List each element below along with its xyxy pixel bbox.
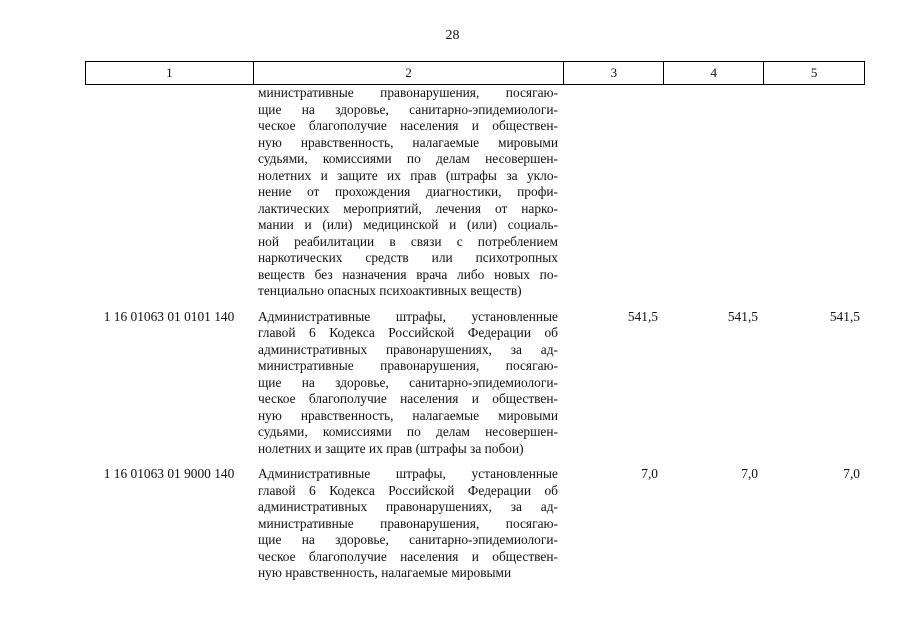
row-spacer <box>85 457 865 466</box>
description-line: административных правонарушениях, за ад- <box>258 341 558 357</box>
description-line: щие на здоровье, санитарно-эпидемиологи- <box>258 101 558 117</box>
description-line: Административные штрафы, установленные <box>258 308 558 324</box>
amount-cell-col-4 <box>664 85 764 300</box>
description-line: ную нравственность, налагаемые мировыми <box>258 565 512 580</box>
amount-cell-col-5: 7,0 <box>843 466 860 481</box>
description-line: щие на здоровье, санитарно-эпидемиологи- <box>258 532 558 547</box>
amount-cell-col-4: 541,5 <box>727 308 758 324</box>
description-line: нолетних и защите их прав (штрафы за укло- <box>258 167 558 183</box>
amount-cell-col-3: 541,5 <box>627 308 658 324</box>
description-cell <box>253 466 564 582</box>
page-number: 28 <box>445 28 460 43</box>
table-row <box>85 466 865 582</box>
description-line: лактических мероприятий, лечения от нарко- <box>258 200 558 216</box>
description-line: главой 6 Кодекса Российской Федерации об <box>258 482 558 498</box>
amount-cell-col-5: 541,5 <box>829 308 860 324</box>
description-line: министративные правонарушения, посягаю- <box>258 85 558 100</box>
revenue-code-cell <box>85 85 253 300</box>
description-line: ную нравственность, налагаемые мировыми <box>258 134 558 150</box>
column-header-2: 2 <box>254 62 565 84</box>
description-line: судьями, комиссиями по делам несовершен- <box>258 151 558 166</box>
description-line: судьями, комиссиями по делам несовершен- <box>258 424 558 439</box>
description-line: веществ без назначения врача либо новых по- <box>258 266 558 282</box>
description-line: нолетних и защите их прав (штрафы за побои) <box>258 440 524 456</box>
amount-cell-col-3 <box>564 85 664 300</box>
description-line: ческое благополучие населения и обществен- <box>258 391 558 406</box>
description-line: наркотических средств или психотропных <box>258 250 558 265</box>
description-line: нение от прохождения диагностики, профи- <box>258 184 558 199</box>
description-line: главой 6 Кодекса Российской Федерации об <box>258 325 558 340</box>
description-cell <box>253 85 564 300</box>
description-line: министративные правонарушения, посягаю- <box>258 358 558 373</box>
revenue-code-cell: 1 16 01063 01 9000 140 <box>103 466 235 481</box>
revenue-code-cell: 1 16 01063 01 0101 140 <box>103 308 235 324</box>
description-line: министративные правонарушения, посягаю- <box>258 515 558 531</box>
table-header-row <box>85 61 865 85</box>
description-line: щие на здоровье, санитарно-эпидемиологи- <box>258 374 558 390</box>
description-line: ческое благополучие населения и обществен- <box>258 118 558 133</box>
description-line: ческое благополучие населения и обществен- <box>258 548 558 564</box>
column-header-3: 3 <box>564 62 664 84</box>
budget-table <box>85 61 865 582</box>
amount-cell-col-4: 7,0 <box>741 466 758 481</box>
column-header-5: 5 <box>764 62 865 84</box>
description-line: административных правонарушениях, за ад- <box>258 499 558 514</box>
table-body <box>85 85 865 582</box>
table-row <box>85 85 865 300</box>
description-line: мании и (или) медицинской и (или) социаль- <box>258 217 558 232</box>
description-cell <box>253 309 564 458</box>
table-row <box>85 309 865 458</box>
amount-cell-col-5 <box>764 85 865 300</box>
description-line: ную нравственность, налагаемые мировыми <box>258 407 558 423</box>
column-header-1: 1 <box>86 62 254 84</box>
amount-cell-col-3: 7,0 <box>641 466 658 481</box>
description-line: ной реабилитации в связи с потреблением <box>258 233 558 249</box>
description-line: тенциально опасных психоактивных веществ) <box>258 283 522 298</box>
column-header-4: 4 <box>664 62 764 84</box>
row-spacer <box>85 300 865 309</box>
description-line: Административные штрафы, установленные <box>258 466 558 481</box>
